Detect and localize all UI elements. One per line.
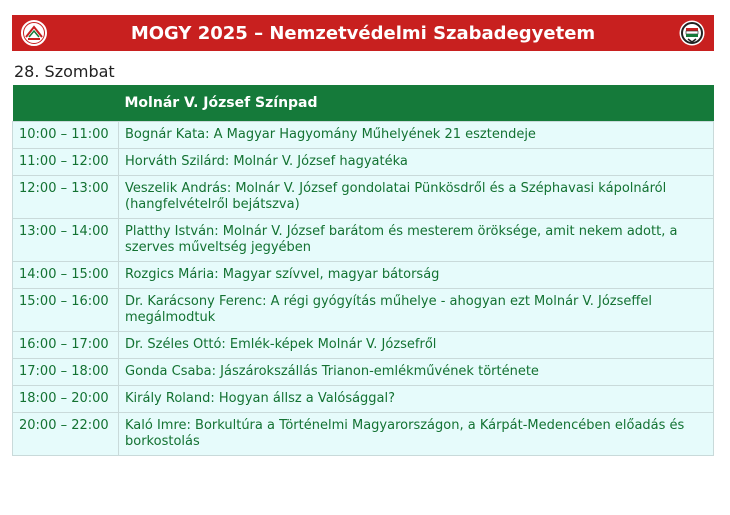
schedule-table — [12, 85, 714, 456]
stage-name: Molnár V. József Színpad — [119, 85, 714, 122]
table-row — [13, 219, 714, 262]
title-cell: Horváth Szilárd: Molnár V. József hagyatéka — [119, 149, 714, 176]
time-cell: 15:00 – 16:00 — [13, 289, 119, 332]
day-title: 28. Szombat — [14, 62, 115, 81]
header-banner — [12, 15, 714, 51]
page-title: MOGY 2025 – Nemzetvédelmi Szabadegyetem — [130, 22, 596, 44]
table-header-row — [13, 85, 714, 122]
table-row — [13, 262, 714, 289]
title-cell: Király Roland: Hogyan állsz a Valósággal? — [119, 386, 714, 413]
table-row — [13, 149, 714, 176]
time-cell: 14:00 – 15:00 — [13, 262, 119, 289]
table-row — [13, 413, 714, 456]
title-cell: Platthy István: Molnár V. József barátom és mesterem öröksége, amit nekem adott, a szerves műveltség jegyében — [119, 219, 714, 262]
title-cell: Rozgics Mária: Magyar szívvel, magyar bátorság — [119, 262, 714, 289]
table-row — [13, 332, 714, 359]
time-cell: 12:00 – 13:00 — [13, 176, 119, 219]
title-cell: Veszelik András: Molnár V. József gondolatai Pünkösdről és a Széphavasi kápolnáról (hangfelvételről bejátszva) — [119, 176, 714, 219]
time-cell: 17:00 – 18:00 — [13, 359, 119, 386]
table-row — [13, 289, 714, 332]
time-cell: 18:00 – 20:00 — [13, 386, 119, 413]
time-cell: 10:00 – 11:00 — [13, 122, 119, 149]
table-row — [13, 176, 714, 219]
title-cell: Dr. Karácsony Ferenc: A régi gyógyítás műhelye - ahogyan ezt Molnár V. Józseffel megálmodtuk — [119, 289, 714, 332]
title-cell: Bognár Kata: A Magyar Hagyomány Műhelyének 21 esztendeje — [119, 122, 714, 149]
title-cell: Gonda Csaba: Jászárokszállás Trianon-emlékművének története — [119, 359, 714, 386]
table-row — [13, 386, 714, 413]
festival-badge-icon — [678, 19, 706, 47]
time-cell: 20:00 – 22:00 — [13, 413, 119, 456]
table-row — [13, 122, 714, 149]
mogy-emblem-icon — [20, 19, 48, 47]
title-cell: Dr. Széles Ottó: Emlék-képek Molnár V. Józsefről — [119, 332, 714, 359]
table-row — [13, 359, 714, 386]
time-cell: 16:00 – 17:00 — [13, 332, 119, 359]
title-cell: Kaló Imre: Borkultúra a Történelmi Magyarországon, a Kárpát-Medencében előadás és borkostolás — [119, 413, 714, 456]
time-cell: 11:00 – 12:00 — [13, 149, 119, 176]
time-cell: 13:00 – 14:00 — [13, 219, 119, 262]
header-time-cell — [13, 85, 119, 122]
